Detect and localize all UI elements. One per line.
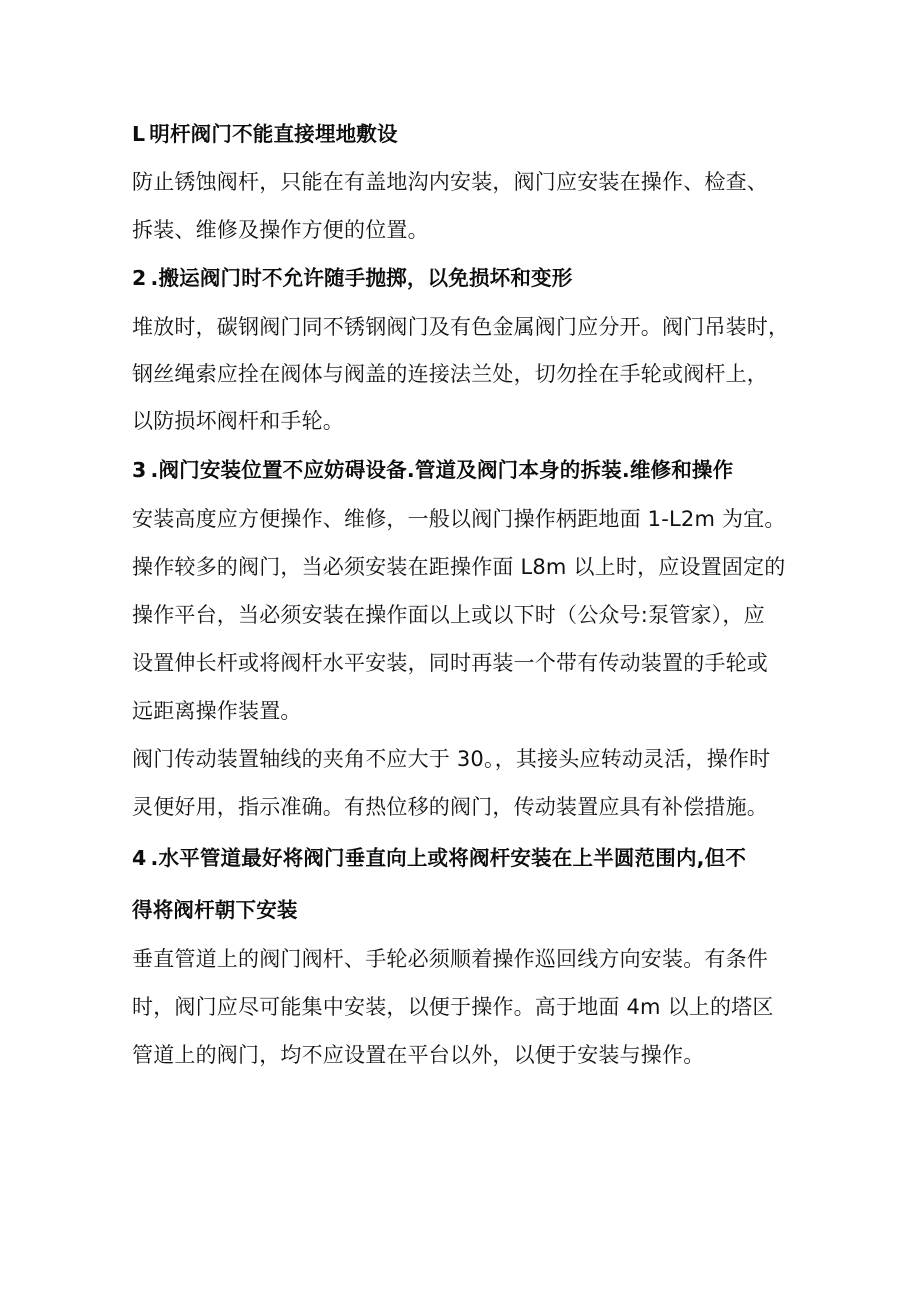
section-4-heading-continued: 得将阀杆朝下安装	[132, 898, 298, 922]
section-4-line-2: 时，阀门应尽可能集中安装，以便于操作。高于地面 4m 以上的塔区	[132, 995, 774, 1019]
section-4-title: .水平管道最好将阀门垂直向上或将阀杆安装在上半圆范围内,但不	[150, 846, 747, 870]
section-1-number: L	[132, 122, 146, 146]
section-1-line-1: 防止锈蚀阀杆，只能在有盖地沟内安装，阀门应安装在操作、检查、	[132, 170, 768, 194]
section-3-line-1: 安装高度应方便操作、维修，一般以阀门操作柄距地面 1-L2m 为宜。	[132, 507, 786, 531]
section-1-line-2: 拆装、维修及操作方便的位置。	[132, 218, 429, 242]
section-2-heading	[132, 263, 572, 293]
section-3-line-7: 灵便好用，指示准确。有热位移的阀门，传动装置应具有补偿措施。	[132, 795, 768, 819]
section-4-line-1: 垂直管道上的阀门阀杆、手轮必须顺着操作巡回线方向安装。有条件	[132, 947, 768, 971]
section-2-title: .搬运阀门时不允许随手抛掷，以免损坏和变形	[150, 266, 573, 290]
section-3-title: .阀门安装位置不应妨碍设备.管道及阀门本身的拆装.维修和操作	[150, 458, 734, 482]
section-3-line-3: 操作平台，当必须安装在操作面以上或以下时（公众号:泵管家），应	[132, 603, 765, 627]
section-4-number: 4	[132, 846, 147, 870]
section-3-number: 3	[132, 458, 147, 482]
section-3-line-5: 远距离操作装置。	[132, 699, 302, 723]
section-1-heading	[132, 119, 398, 149]
section-3-heading	[132, 455, 733, 485]
section-3-line-2: 操作较多的阀门，当必须安装在距操作面 L8m 以上时，应设置固定的	[132, 555, 786, 579]
section-3-line-6: 阀门传动装置轴线的夹角不应大于 30。，其接头应转动灵活，操作时	[132, 747, 771, 771]
section-2-line-1: 堆放时，碳钢阀门同不锈钢阀门及有色金属阀门应分开。阀门吊装时，	[132, 315, 790, 339]
section-2-line-2: 钢丝绳索应拴在阀体与阀盖的连接法兰处，切勿拴在手轮或阀杆上，	[132, 362, 768, 386]
section-3-line-4: 设置伸长杆或将阀杆水平安装，同时再装一个带有传动装置的手轮或	[132, 651, 768, 675]
section-2-line-3: 以防损坏阀杆和手轮。	[132, 409, 344, 433]
section-1-title: 明杆阀门不能直接埋地敷设	[149, 122, 398, 146]
section-4-line-3: 管道上的阀门，均不应设置在平台以外，以便于安装与操作。	[132, 1043, 705, 1067]
section-4-heading	[132, 843, 746, 873]
section-2-number: 2	[132, 266, 147, 290]
